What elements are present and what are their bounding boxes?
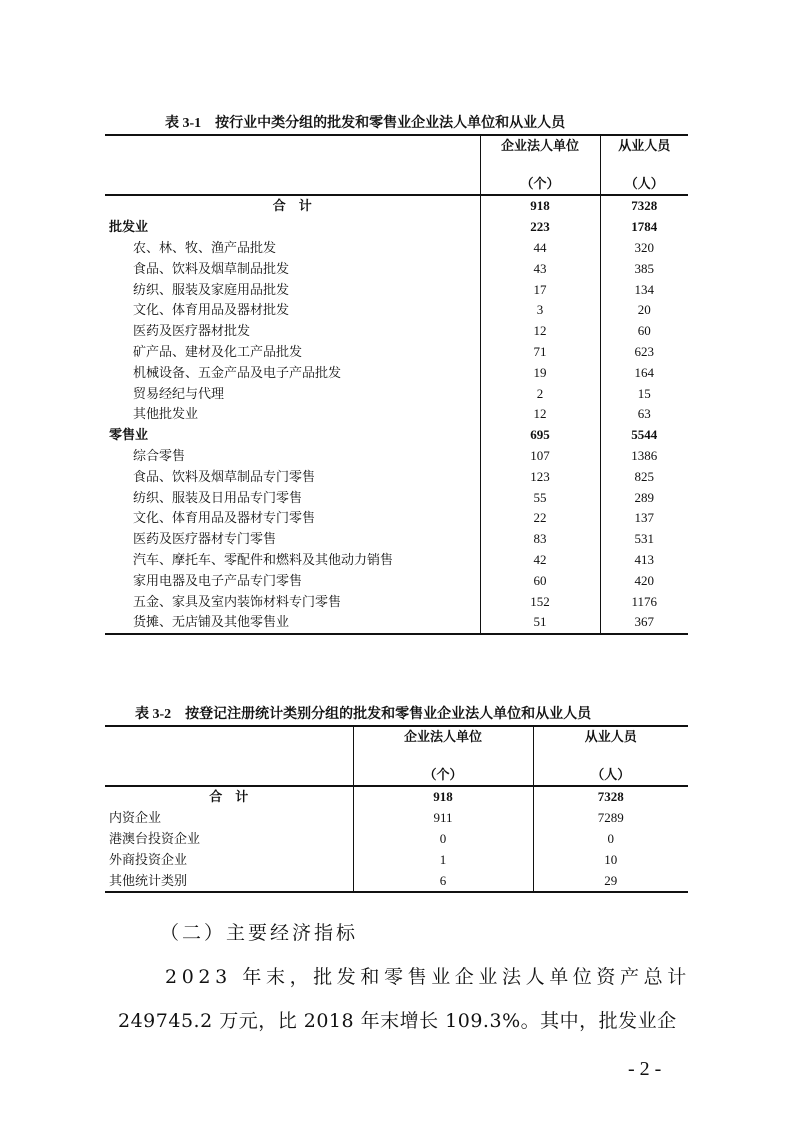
row-units: 223	[480, 217, 600, 238]
table1-item-row	[105, 404, 688, 425]
table2-col-persons-label: 从业人员	[584, 729, 637, 744]
page-number: - 2 -	[628, 1058, 662, 1080]
row-label: 货摊、无店铺及其他零售业	[105, 612, 480, 634]
table1-item-row	[105, 362, 688, 383]
row-label: 贸易经纪与代理	[133, 385, 225, 401]
table1-header-row	[105, 135, 688, 195]
row-label: 港澳台投资企业	[109, 830, 201, 846]
row-persons: 1386	[600, 446, 688, 467]
row-label: 矿产品、建材及化工产品批发	[133, 343, 303, 359]
table1-item-row	[105, 238, 688, 259]
table1-col-units-label: 企业法人单位	[500, 138, 579, 153]
row-persons: 134	[600, 279, 688, 300]
row-label: 批发业	[109, 219, 149, 235]
table2-header-row	[105, 726, 688, 786]
row-persons: 1784	[600, 217, 688, 238]
table1-item-row	[105, 383, 688, 404]
table1-col-units-unit: （个）	[520, 176, 560, 191]
row-persons: 63	[600, 404, 688, 425]
table1-item-row	[105, 446, 688, 467]
row-persons: 20	[600, 300, 688, 321]
paragraph-line-1: 2023 年末，批发和零售业企业法人单位资产总计	[165, 966, 691, 988]
table2-row	[105, 870, 688, 892]
table1-item-row	[105, 550, 688, 571]
row-units: 22	[480, 508, 600, 529]
table2-caption: 表 3-2 按登记注册统计类别分组的批发和零售业企业法人单位和从业人员	[135, 707, 592, 722]
row-units: 152	[480, 591, 600, 612]
row-units: 123	[480, 466, 600, 487]
row-units: 911	[353, 808, 533, 829]
table1-item-row	[105, 258, 688, 279]
table1-total-row	[105, 195, 688, 217]
row-units: 918	[480, 195, 600, 217]
table2-row	[105, 849, 688, 870]
row-label: 医药及医疗器材专门零售	[133, 531, 277, 547]
row-persons: 5544	[600, 425, 688, 446]
table1-group-row	[105, 217, 688, 238]
row-persons: 623	[600, 342, 688, 363]
row-units: 83	[480, 529, 600, 550]
table1-item-row	[105, 466, 688, 487]
row-label: 食品、饮料及烟草制品批发	[133, 260, 290, 276]
row-persons: 15	[600, 383, 688, 404]
table1-item-row	[105, 342, 688, 363]
row-label: 纺织、服装及日用品专门零售	[133, 489, 303, 505]
row-label: 零售业	[109, 427, 149, 443]
row-persons: 413	[600, 550, 688, 571]
table1-col-persons-label: 从业人员	[618, 138, 671, 153]
row-units: 107	[480, 446, 600, 467]
table2-col-units	[353, 726, 533, 786]
row-units: 3	[480, 300, 600, 321]
row-units: 44	[480, 238, 600, 259]
row-label: 农、林、牧、渔产品批发	[133, 239, 277, 255]
row-units: 19	[480, 362, 600, 383]
row-persons: 29	[533, 870, 688, 892]
table1-item-row	[105, 321, 688, 342]
row-label: 机械设备、五金产品及电子产品批发	[133, 364, 342, 380]
row-persons: 420	[600, 570, 688, 591]
table1-col-units	[480, 135, 600, 195]
table1	[105, 134, 688, 635]
row-label: 文化、体育用品及器材批发	[133, 302, 290, 318]
table2-total-row	[105, 786, 688, 808]
table2-col-persons-unit: （人）	[591, 767, 631, 782]
row-persons: 531	[600, 529, 688, 550]
row-label: 医药及医疗器材批发	[133, 323, 251, 339]
row-persons: 1176	[600, 591, 688, 612]
row-units: 6	[353, 870, 533, 892]
table2-col-persons	[533, 726, 688, 786]
row-units: 60	[480, 570, 600, 591]
section-heading: （二）主要经济指标	[160, 922, 359, 944]
table2	[105, 725, 688, 893]
table1-item-row	[105, 487, 688, 508]
table1-caption: 表 3-1 按行业中类分组的批发和零售业企业法人单位和从业人员	[165, 116, 566, 131]
row-units: 12	[480, 321, 600, 342]
row-units: 71	[480, 342, 600, 363]
row-label: 汽车、摩托车、零配件和燃料及其他动力销售	[133, 551, 394, 567]
row-label: 综合零售	[133, 447, 186, 463]
row-units: 43	[480, 258, 600, 279]
row-units: 12	[480, 404, 600, 425]
table1-item-row	[105, 529, 688, 550]
row-label: 食品、饮料及烟草制品专门零售	[133, 468, 316, 484]
row-units: 42	[480, 550, 600, 571]
table2-row	[105, 808, 688, 829]
table1-item-row	[105, 612, 688, 634]
row-label: 合 计	[272, 198, 312, 214]
row-persons: 385	[600, 258, 688, 279]
row-persons: 7289	[533, 808, 688, 829]
row-label: 其他批发业	[133, 406, 199, 422]
row-units: 2	[480, 383, 600, 404]
table1-header-blank	[105, 135, 480, 195]
row-label: 其他统计类别	[105, 870, 353, 892]
row-units: 1	[353, 849, 533, 870]
row-units: 918	[353, 786, 533, 808]
table1-item-row	[105, 279, 688, 300]
table2-col-units-label: 企业法人单位	[403, 729, 482, 744]
table1-item-row	[105, 591, 688, 612]
row-label: 内资企业	[109, 810, 162, 826]
table2-row	[105, 829, 688, 850]
paragraph-line-2: 249745.2 万元，比 2018 年末增长 109.3%。其中，批发业企	[118, 1010, 677, 1032]
row-label: 家用电器及电子产品专门零售	[133, 572, 303, 588]
row-persons: 60	[600, 321, 688, 342]
row-units: 17	[480, 279, 600, 300]
table1-group-row	[105, 425, 688, 446]
row-persons: 7328	[600, 195, 688, 217]
table1-item-row	[105, 300, 688, 321]
row-persons: 367	[600, 612, 688, 634]
row-label: 纺织、服装及家庭用品批发	[133, 281, 290, 297]
row-units: 51	[480, 612, 600, 634]
row-label: 外商投资企业	[109, 851, 188, 867]
table1-col-persons	[600, 135, 688, 195]
table2-header-blank	[105, 726, 353, 786]
table1-col-persons-unit: （人）	[624, 176, 664, 191]
row-persons: 320	[600, 238, 688, 259]
row-units: 0	[353, 829, 533, 850]
row-persons: 0	[533, 829, 688, 850]
row-persons: 289	[600, 487, 688, 508]
row-label: 合 计	[209, 789, 249, 805]
row-units: 55	[480, 487, 600, 508]
table1-item-row	[105, 570, 688, 591]
table1-item-row	[105, 508, 688, 529]
table2-col-units-unit: （个）	[423, 767, 463, 782]
row-persons: 7328	[533, 786, 688, 808]
row-persons: 164	[600, 362, 688, 383]
row-persons: 825	[600, 466, 688, 487]
row-units: 695	[480, 425, 600, 446]
row-persons: 10	[533, 849, 688, 870]
row-persons: 137	[600, 508, 688, 529]
row-label: 文化、体育用品及器材专门零售	[133, 510, 316, 526]
row-label: 五金、家具及室内装饰材料专门零售	[133, 593, 342, 609]
